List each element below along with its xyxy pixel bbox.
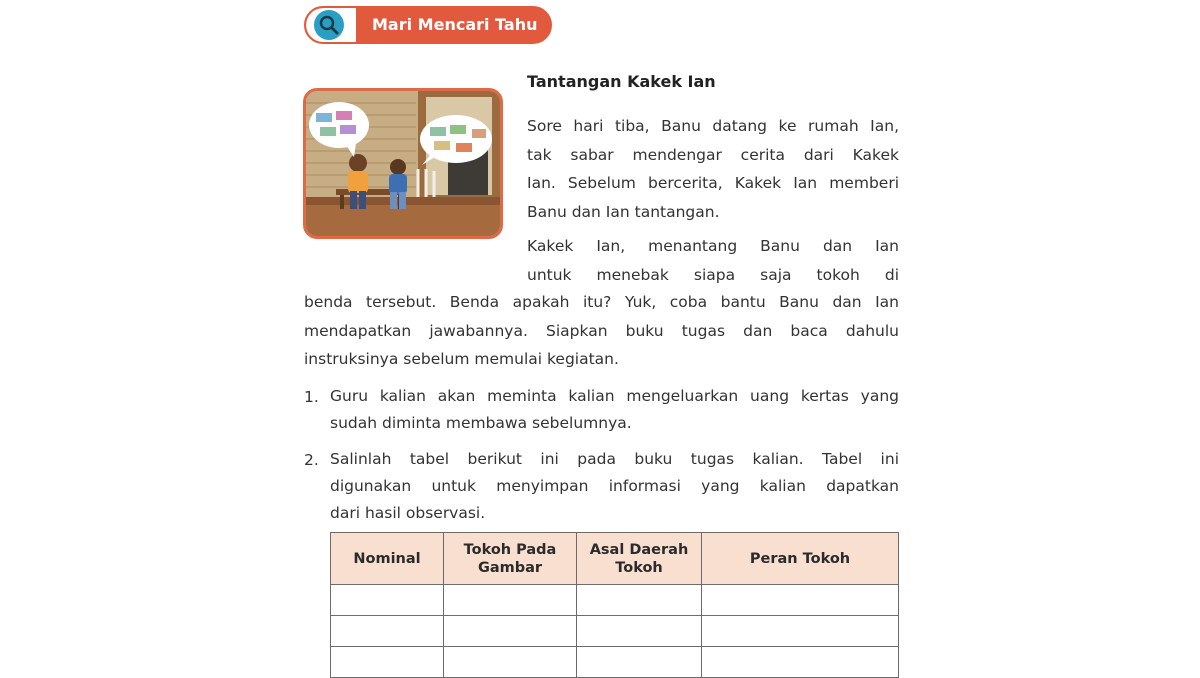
badge-icon-container xyxy=(306,8,356,42)
paragraph-line: instruksinya sebelum memulai kegiatan. xyxy=(304,350,619,368)
step-number: 2. xyxy=(304,451,319,469)
column-header-peran: Peran Tokoh xyxy=(702,533,899,585)
paragraph-intro xyxy=(527,112,899,226)
table-cell xyxy=(444,647,577,678)
magnifier-icon xyxy=(314,10,344,40)
table-cell xyxy=(444,585,577,616)
paragraph-line: Kakek Ian, menantang Banu dan Ian xyxy=(527,237,899,255)
table-cell xyxy=(331,585,444,616)
paragraph-line: untuk menebak siapa saja tokoh di xyxy=(527,265,899,284)
story-illustration xyxy=(303,88,503,239)
table-cell xyxy=(702,647,899,678)
section-badge xyxy=(304,6,552,44)
story-title: Tantangan Kakek Ian xyxy=(527,72,716,91)
table-cell xyxy=(702,616,899,647)
table-cell xyxy=(331,647,444,678)
column-header-tokoh: Tokoh Pada Gambar xyxy=(444,533,577,585)
step-line: dari hasil observasi. xyxy=(330,504,486,522)
step-line: sudah diminta membawa sebelumnya. xyxy=(330,414,632,432)
table-cell xyxy=(577,647,702,678)
paragraph-line: Ian. Sebelum bercerita, Kakek Ian memberi xyxy=(527,174,899,192)
table-cell xyxy=(577,585,702,616)
table-row xyxy=(331,647,899,678)
table-row xyxy=(331,616,899,647)
step-number: 1. xyxy=(304,388,319,406)
table-cell xyxy=(444,616,577,647)
paragraph-line: benda tersebut. Benda apakah itu? Yuk, coba bantu Banu dan Ian xyxy=(304,293,899,311)
paragraph-challenge-top xyxy=(527,232,899,289)
step-1-text xyxy=(330,383,899,437)
badge-label: Mari Mencari Tahu xyxy=(372,15,538,34)
paragraph-line: Sore hari tiba, Banu datang ke rumah Ian, xyxy=(527,117,899,135)
table-cell xyxy=(331,616,444,647)
paragraph-line: mendapatkan jawabannya. Siapkan buku tugas dan baca dahulu xyxy=(304,321,899,340)
table-header-row xyxy=(331,533,899,585)
step-line: Salinlah tabel berikut ini pada buku tugas kalian. Tabel ini xyxy=(330,450,899,468)
observation-table xyxy=(330,532,899,678)
paragraph-challenge-bottom xyxy=(304,288,899,374)
table-cell xyxy=(702,585,899,616)
paragraph-line: Banu dan Ian tantangan. xyxy=(527,202,720,221)
table-cell xyxy=(577,616,702,647)
paragraph-line: tak sabar mendengar cerita dari Kakek xyxy=(527,145,899,164)
column-header-asal-daerah: Asal Daerah Tokoh xyxy=(577,533,702,585)
step-line: Guru kalian akan meminta kalian mengeluarkan uang kertas yang xyxy=(330,387,899,405)
table-row xyxy=(331,585,899,616)
step-line: digunakan untuk menyimpan informasi yang kalian dapatkan xyxy=(330,477,899,495)
column-header-nominal: Nominal xyxy=(331,533,444,585)
step-2-text xyxy=(330,446,899,527)
